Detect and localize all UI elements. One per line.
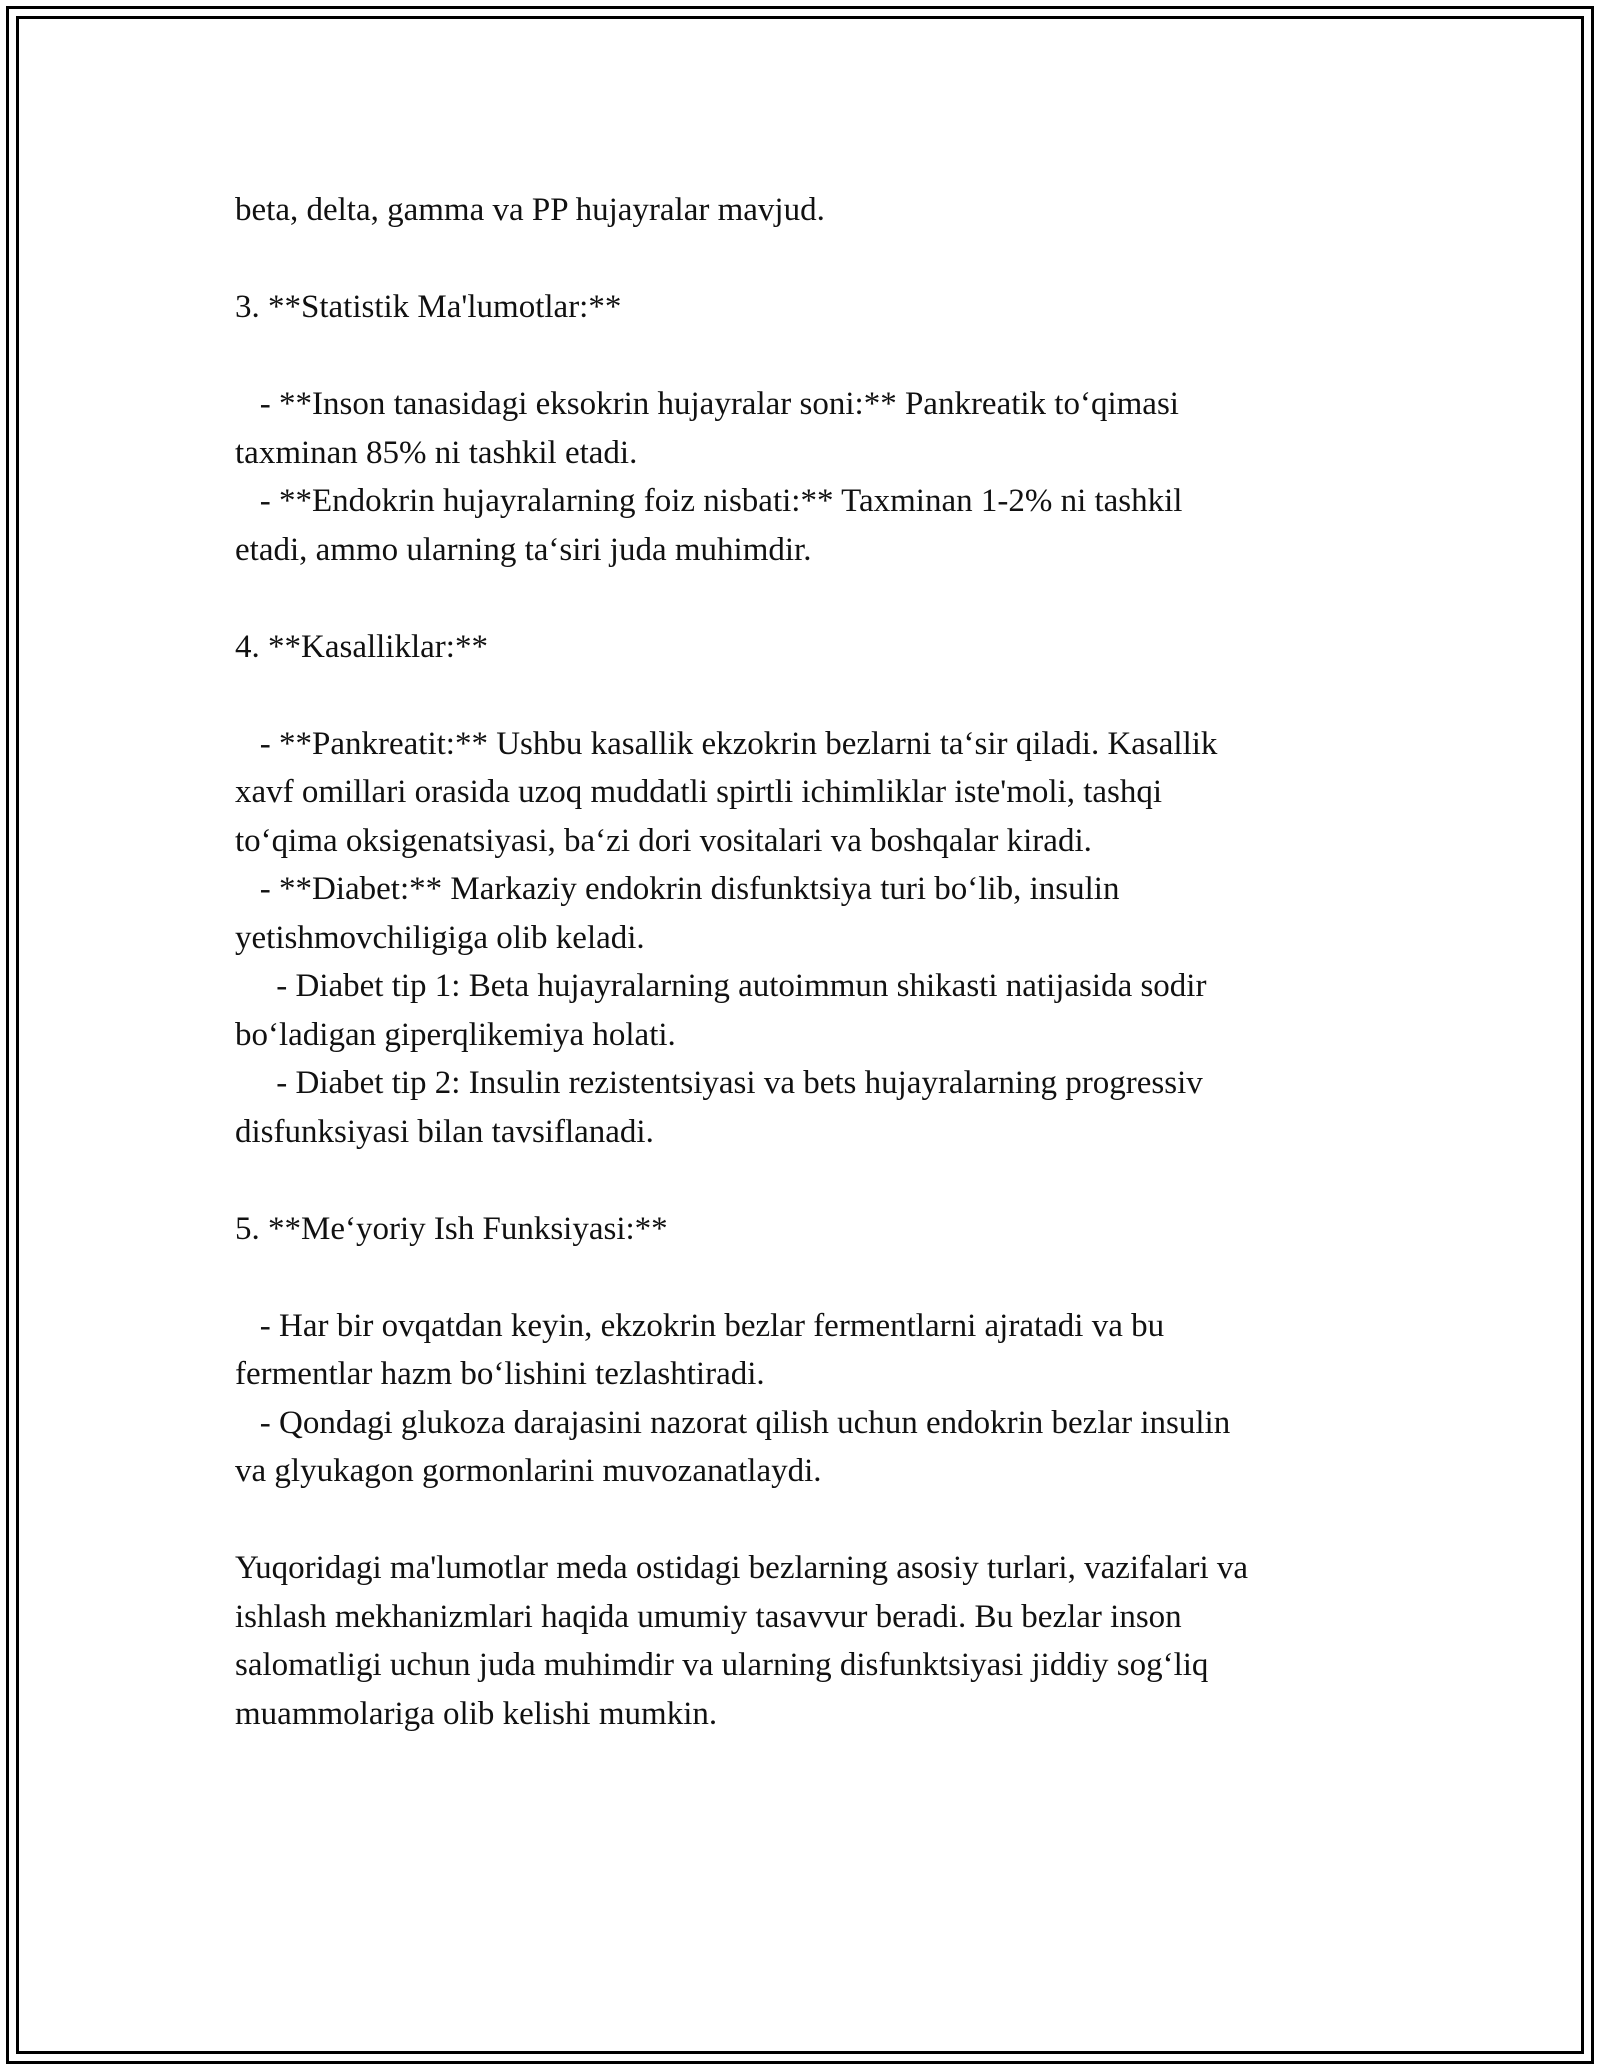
conclusion-line: muammolariga olib kelishi mumkin. [235, 1695, 718, 1732]
document-body [235, 186, 1395, 1738]
text-line: etadi, ammo ularning ta‘siri juda muhimdir. [235, 531, 812, 568]
blank-line [235, 671, 1395, 720]
text-line: - Diabet tip 1: Beta hujayralarning autoimmun shikasti natijasida sodir [235, 968, 1207, 1004]
text-line: - Qondagi glukoza darajasini nazorat qilish uchun endokrin bezlar insulin [235, 1404, 1231, 1441]
section-heading-function: 5. **Me‘yoriy Ish Funksiyasi:** [235, 1210, 668, 1247]
blank-line [235, 574, 1395, 623]
blank-line [235, 1156, 1395, 1205]
conclusion-line: salomatligi uchun juda muhimdir va ularning disfunktsiyasi jiddiy sog‘liq [235, 1647, 1209, 1683]
text-line: - Har bir ovqatdan keyin, ekzokrin bezlar fermentlarni ajratadi va bu [235, 1307, 1165, 1344]
blank-line [235, 332, 1395, 381]
section-heading-statistics: 3. **Statistik Ma'lumotlar:** [235, 289, 622, 325]
conclusion-line: ishlash mekhanizmlari haqida umumiy tasavvur beradi. Bu bezlar inson [235, 1598, 1182, 1635]
text-line: - Diabet tip 2: Insulin rezistentsiyasi va bets hujayralarning progressiv [235, 1065, 1203, 1101]
text-line: disfunksiyasi bilan tavsiflanadi. [235, 1113, 654, 1150]
blank-line [235, 235, 1395, 284]
text-line: taxminan 85% ni tashkil etadi. [235, 434, 638, 471]
section-heading-diseases: 4. **Kasalliklar:** [235, 628, 488, 665]
blank-line [235, 1496, 1395, 1545]
text-line: bo‘ladigan giperqlikemiya holati. [235, 1016, 676, 1053]
conclusion-line: Yuqoridagi ma'lumotlar meda ostidagi bezlarning asosiy turlari, vazifalari va [235, 1550, 1249, 1586]
text-line: va glyukagon gormonlarini muvozanatlaydi. [235, 1453, 822, 1489]
text-line: - **Endokrin hujayralarning foiz nisbati:** Taxminan 1-2% ni tashkil [235, 483, 1183, 519]
text-line: to‘qima oksigenatsiyasi, ba‘zi dori vositalari va boshqalar kiradi. [235, 822, 1092, 859]
text-line: - **Inson tanasidagi eksokrin hujayralar soni:** Pankreatik to‘qimasi [235, 386, 1179, 422]
blank-line [235, 1253, 1395, 1302]
text-line: - **Pankreatit:** Ushbu kasallik ekzokrin bezlarni ta‘sir qiladi. Kasallik [235, 725, 1218, 762]
text-line: xavf omillari orasida uzoq muddatli spirtli ichimliklar iste'moli, tashqi [235, 774, 1163, 810]
text-line: beta, delta, gamma va PP hujayralar mavjud. [235, 192, 825, 228]
text-line: fermentlar hazm bo‘lishini tezlashtiradi. [235, 1356, 765, 1392]
text-line: - **Diabet:** Markaziy endokrin disfunktsiya turi bo‘lib, insulin [235, 871, 1120, 907]
text-line: yetishmovchiligiga olib keladi. [235, 919, 645, 956]
